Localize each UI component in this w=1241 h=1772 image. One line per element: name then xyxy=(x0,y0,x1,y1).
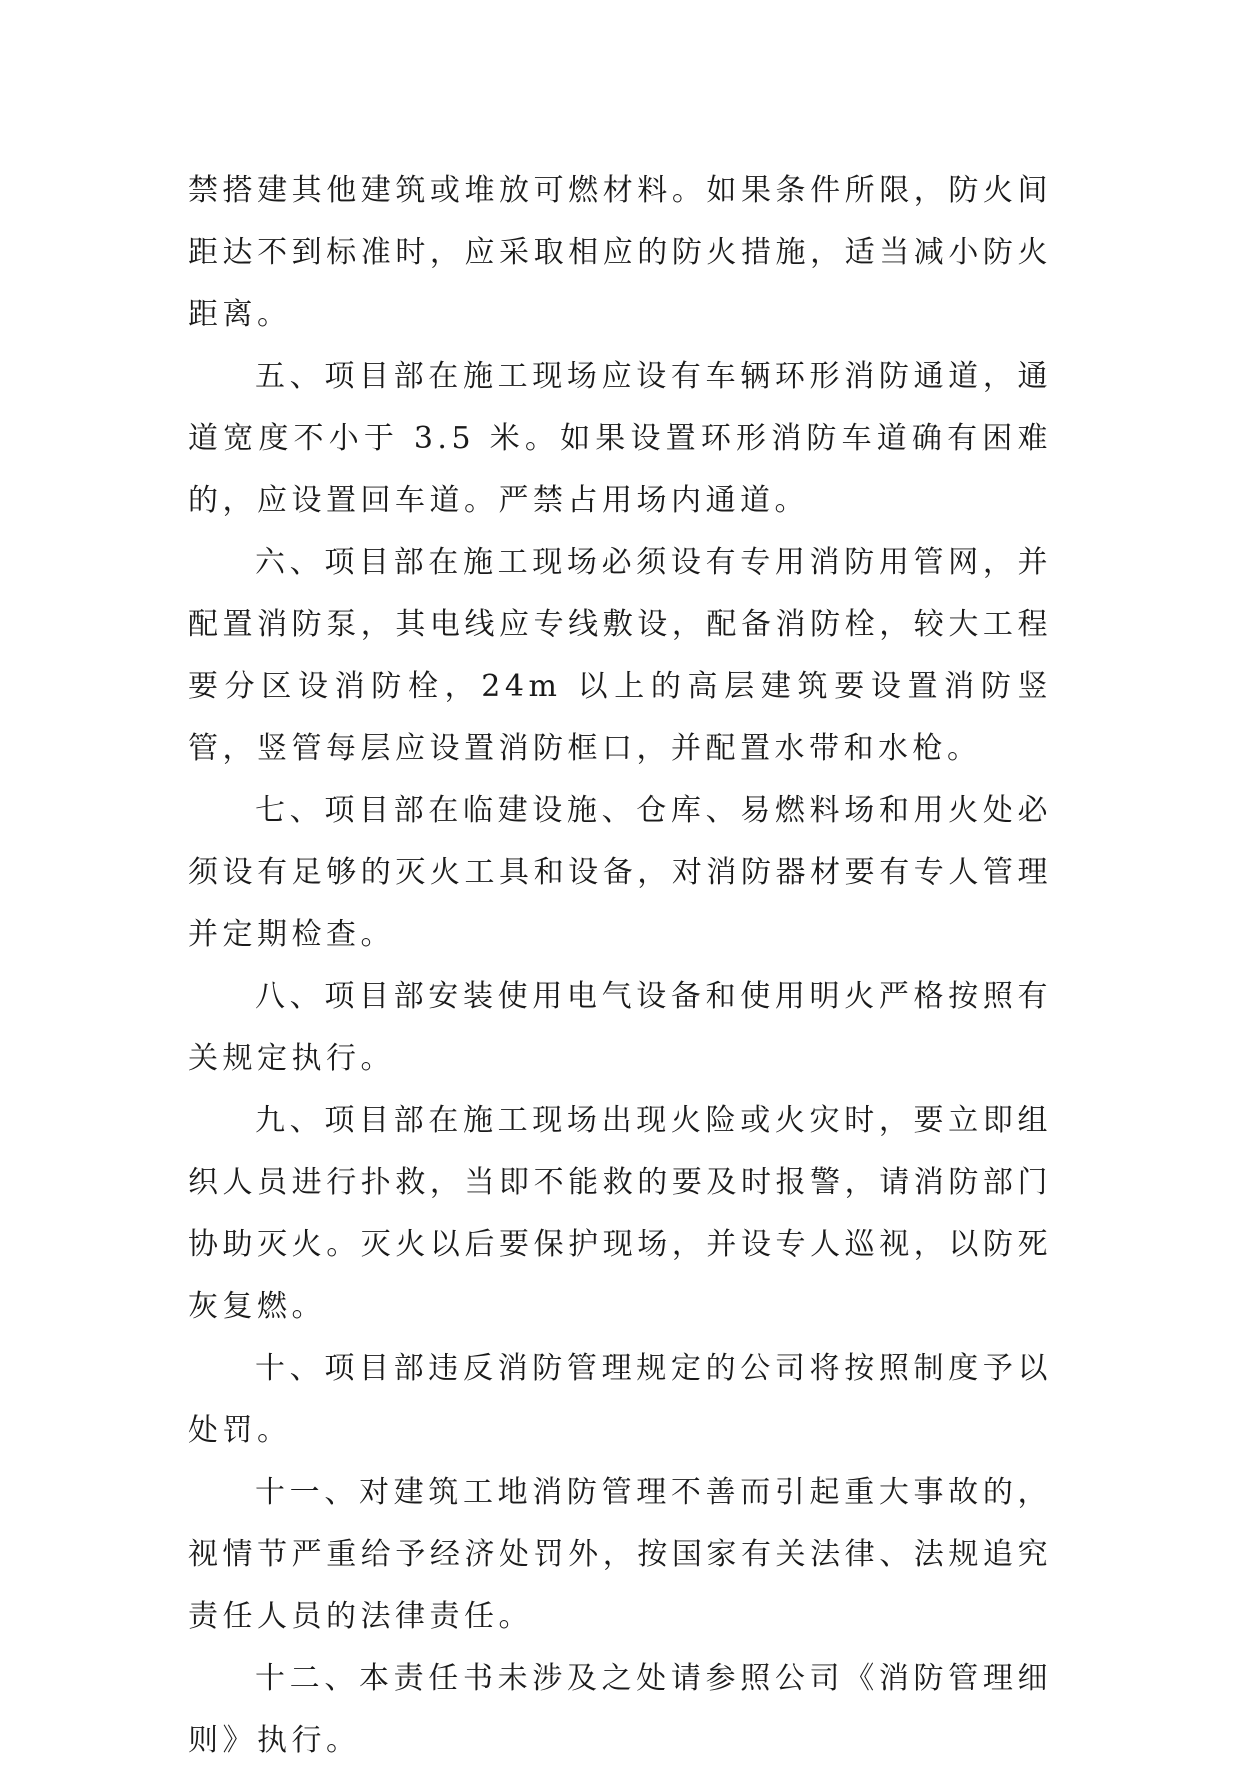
paragraph-item-8: 八、项目部安装使用电气设备和使用明火严格按照有关规定执行。 xyxy=(188,979,1052,1076)
paragraph-item-9: 九、项目部在施工现场出现火险或火灾时，要立即组织人员进行扑救，当即不能救的要及时报警，请消防部门协助灭火。灭火以后要保护现场，并设专人巡视，以防死灰复燃。 xyxy=(188,1103,1052,1324)
paragraph-item-12: 十二、本责任书未涉及之处请参照公司《消防管理细则》执行。 xyxy=(188,1661,1052,1758)
paragraph-item-6: 六、项目部在施工现场必须设有专用消防用管网，并配置消防泵，其电线应专线敷设，配备消防栓，较大工程要分区设消防栓，24m 以上的高层建筑要设置消防竖管，竖管每层应设置消防框口，并配置水带和水枪。 xyxy=(188,545,1052,766)
paragraph-continuation: 禁搭建其他建筑或堆放可燃材料。如果条件所限，防火间距达不到标准时，应采取相应的防火措施，适当减小防火距离。 xyxy=(188,173,1052,332)
paragraph-item-11: 十一、对建筑工地消防管理不善而引起重大事故的，视情节严重给予经济处罚外，按国家有关法律、法规追究责任人员的法律责任。 xyxy=(188,1475,1052,1634)
document-body xyxy=(188,160,1052,1772)
paragraph-item-10: 十、项目部违反消防管理规定的公司将按照制度予以处罚。 xyxy=(188,1351,1052,1448)
paragraph-item-5: 五、项目部在施工现场应设有车辆环形消防通道，通道宽度不小于 3.5 米。如果设置环形消防车道确有困难的，应设置回车道。严禁占用场内通道。 xyxy=(188,359,1052,518)
paragraph-item-7: 七、项目部在临建设施、仓库、易燃料场和用火处必须设有足够的灭火工具和设备，对消防器材要有专人管理并定期检查。 xyxy=(188,793,1052,952)
